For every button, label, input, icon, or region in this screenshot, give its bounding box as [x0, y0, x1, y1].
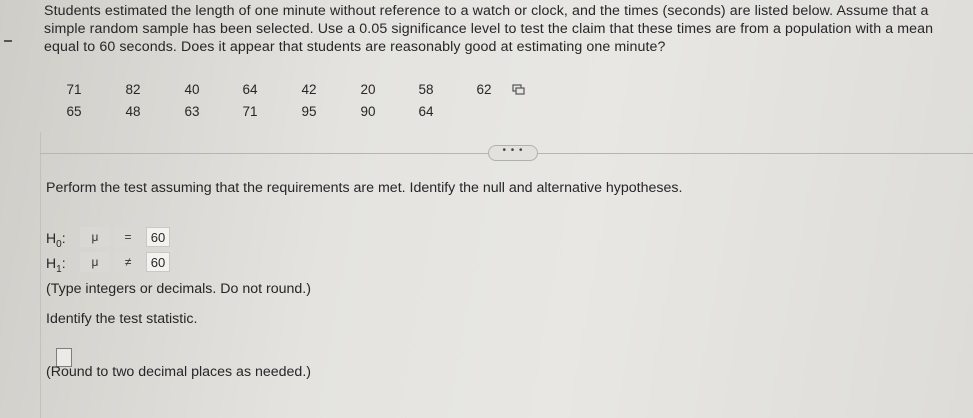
h1-label: $H_1$: [46, 255, 66, 275]
data-cell: 48 [125, 104, 141, 119]
test-statistic-instruction: Identify the test statistic. [46, 311, 198, 327]
data-cell: 82 [125, 82, 141, 97]
question-text: Students estimated the length of one minute without reference to a watch or clock, and the times (seconds) are listed below. Assume that a simple random sample has been selected. Use a 0.05 significance level to test the claim that these times are from a population with a mean equal to 60 seconds. Does it appear that students are reasonably good at estimating one minute? [44, 3, 934, 55]
round-note: (Round to two decimal places as needed.) [46, 364, 311, 380]
h0-parameter-select[interactable]: μ [80, 227, 110, 247]
data-cell: 63 [184, 104, 200, 119]
data-cell: 71 [66, 82, 82, 97]
hypotheses-instruction: Perform the test assuming that the requirements are met. Identify the null and alternative hypotheses. [46, 180, 683, 196]
integers-note: (Type integers or decimals. Do not round.) [46, 281, 311, 297]
copy-data-icon[interactable] [512, 84, 526, 96]
h0-operator-select[interactable]: = [114, 227, 142, 247]
data-cell: 20 [360, 82, 376, 97]
h1-operator-select[interactable]: ≠ [114, 252, 142, 272]
data-cell: 71 [242, 104, 258, 119]
h0-value-input[interactable]: 60 [146, 227, 170, 247]
h1-parameter-select[interactable]: μ [80, 252, 110, 272]
data-cell: 90 [360, 104, 376, 119]
left-edge-marker [4, 40, 12, 42]
h0-label: $H_0$: [46, 230, 66, 250]
left-border-line [40, 132, 41, 418]
data-cell: 64 [242, 82, 258, 97]
data-cell: 58 [418, 82, 434, 97]
more-options-button[interactable]: • • • [488, 145, 538, 161]
data-cell: 40 [184, 82, 200, 97]
data-cell: 42 [301, 82, 317, 97]
data-cell: 95 [301, 104, 317, 119]
data-cell: 62 [476, 82, 492, 97]
h1-value-input[interactable]: 60 [146, 252, 170, 272]
data-cell: 65 [66, 104, 82, 119]
data-cell: 64 [418, 104, 434, 119]
